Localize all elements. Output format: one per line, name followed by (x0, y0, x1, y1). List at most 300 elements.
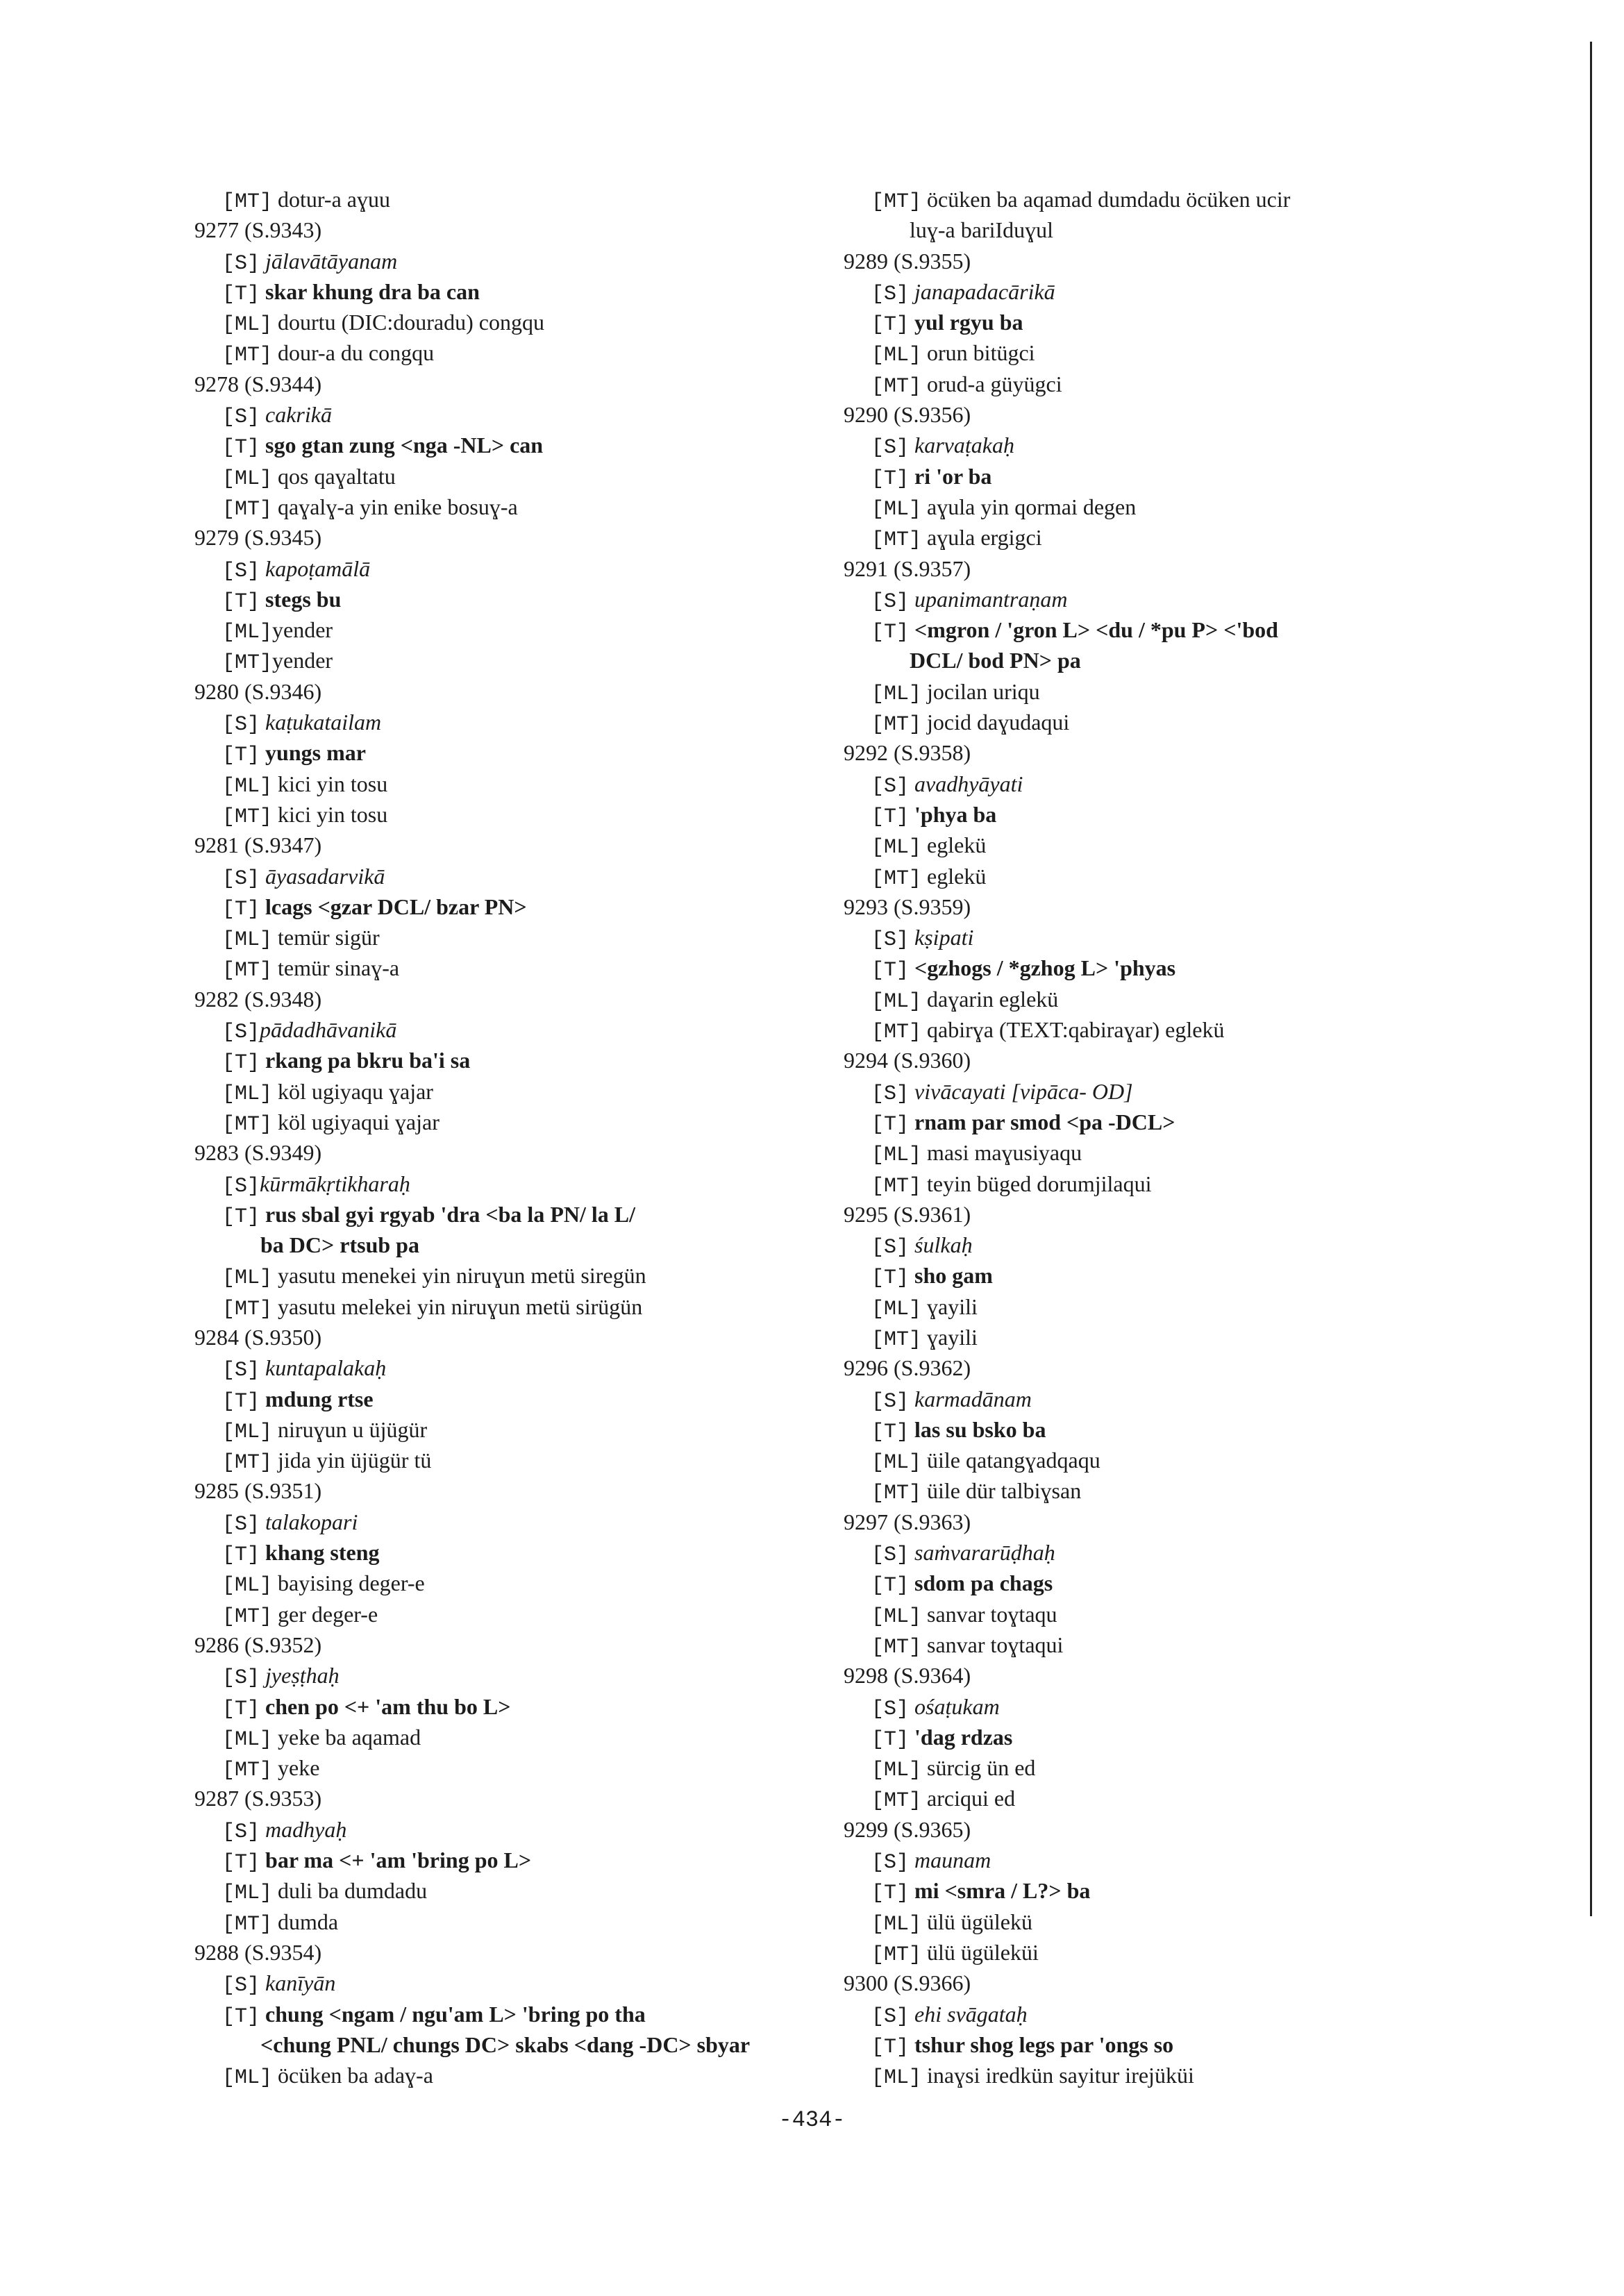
entry-field (844, 830, 1538, 860)
field-label: [T] (222, 1851, 260, 1875)
field-label: [MT] (222, 497, 273, 521)
field-label: [MT] (222, 1112, 273, 1137)
entry-field (194, 553, 889, 584)
field-value: karvaṭakaḥ (909, 433, 1014, 458)
field-label: [MT] (222, 344, 273, 368)
field-label: [MT] (222, 1451, 273, 1475)
field-value: ɣayili (921, 1293, 978, 1319)
field-value: talakopari (260, 1509, 358, 1534)
field-value: ri 'or ba (909, 463, 992, 489)
field-label: [T] (871, 1420, 910, 1444)
field-label: [MT] (871, 190, 922, 214)
entry-number: 9283 (S.9349) (194, 1140, 322, 1166)
field-label: [ML] (222, 1266, 273, 1291)
field-value: las su bsko ba (909, 1416, 1046, 1442)
field-label: [T] (871, 621, 910, 645)
entry-field (844, 799, 1538, 830)
entry-field (844, 614, 1538, 645)
entry-field (844, 1137, 1538, 1168)
field-label: [ML] (222, 1082, 273, 1106)
field-value: ülü ügülekü (921, 1909, 1032, 1934)
field-label: [MT] (871, 866, 922, 891)
field-value: yul rgyu ba (909, 310, 1023, 335)
field-label: [MT] (222, 651, 273, 676)
field-label: [T] (222, 744, 260, 768)
field-value: cakrikā (260, 402, 332, 428)
field-value: kici yin tosu (272, 801, 388, 827)
entry-field (194, 1076, 889, 1107)
entry-field (194, 1445, 889, 1475)
field-value: eglekü (921, 832, 987, 858)
entry-field (844, 1475, 1538, 1506)
field-label: [ML] (222, 2066, 273, 2090)
field-value: jocid daɣudaqui (921, 710, 1070, 735)
field-label: [T] (222, 436, 260, 460)
field-label: [MT] (871, 1789, 922, 1813)
entry-number: 9289 (S.9355) (844, 248, 971, 274)
field-label: [T] (222, 2004, 260, 2029)
entry-field (194, 799, 889, 830)
entry-field (194, 1691, 889, 1722)
field-label: [S] (871, 774, 910, 798)
entry-field (194, 1352, 889, 1383)
entry-field (194, 1291, 889, 1322)
entry-field (194, 1968, 889, 1998)
field-label: [T] (222, 282, 260, 306)
field-value: jocilan uriqu (921, 678, 1040, 704)
entry-number: 9299 (S.9365) (844, 1816, 971, 1842)
entry-field (194, 430, 889, 460)
field-value: temür sinaɣ-a (272, 955, 400, 981)
field-label: [T] (871, 1727, 910, 1752)
entry-field (194, 922, 889, 953)
entry-field (844, 369, 1538, 399)
field-value: rus sbal gyi rgyab 'dra <ba la PN/ la L/ (260, 1201, 635, 1227)
field-label: [ML] (222, 313, 273, 337)
entry-field (844, 953, 1538, 983)
field-label: [S] (871, 1236, 910, 1260)
entry-number: 9285 (S.9351) (194, 1478, 322, 1504)
field-value: ehi svāgataḥ (909, 2001, 1028, 2027)
right-column (844, 184, 1538, 2090)
entry-field (194, 769, 889, 799)
field-value: rkang pa bkru ba'i sa (260, 1048, 471, 1073)
field-label: [MT] (871, 374, 922, 399)
field-value: qos qaɣaltatu (272, 463, 396, 489)
field-value: yungs mar (260, 740, 366, 766)
field-value: pādadhāvanikā (260, 1017, 397, 1043)
field-label: [T] (871, 1882, 910, 1906)
field-label: [MT] (222, 1759, 273, 1783)
field-value: madhyaḥ (260, 1816, 347, 1842)
field-label: [S] (222, 713, 260, 737)
field-label: [T] (222, 1205, 260, 1229)
field-label: [T] (871, 1112, 910, 1137)
entry-field (194, 307, 889, 337)
entry-field (194, 953, 889, 983)
entry-field (844, 1629, 1538, 1660)
field-label: [ML] (871, 2066, 922, 2090)
field-value: avadhyāyati (909, 771, 1023, 796)
field-value: kici yin tosu (272, 771, 388, 796)
field-label: [ML] (871, 1451, 922, 1475)
entry-field (194, 1722, 889, 1752)
field-label: [ML] (871, 989, 922, 1014)
field-value: khang steng (260, 1540, 380, 1566)
field-label: [T] (871, 313, 910, 337)
entry-field (194, 891, 889, 922)
entry-field (844, 461, 1538, 492)
entry-number: 9295 (S.9361) (844, 1201, 971, 1227)
field-label: [MT] (222, 959, 273, 983)
field-label: [T] (871, 1574, 910, 1598)
entry-field (194, 1107, 889, 1137)
entry-field (844, 337, 1538, 368)
entry-field (194, 707, 889, 737)
field-label: [S] (871, 1697, 910, 1721)
entry-field (844, 584, 1538, 614)
field-label: [S] (222, 1666, 260, 1691)
entry-number: 9300 (S.9366) (844, 1970, 971, 1996)
field-value: ger deger-e (272, 1601, 378, 1627)
entry-field (844, 1722, 1538, 1752)
field-value: qaɣalɣ-a yin enike bosuɣ-a (272, 494, 518, 519)
entry-field (194, 614, 889, 645)
field-label: [S] (871, 282, 910, 306)
entry-field (844, 1384, 1538, 1414)
entry-continuation: DCL/ bod PN> pa (910, 648, 1081, 673)
entry-field (194, 1260, 889, 1291)
field-label: [S] (222, 1820, 260, 1844)
field-value: teyin büged dorumjilaqui (921, 1171, 1152, 1196)
field-value: saṁvararūḍhaḥ (909, 1540, 1055, 1566)
field-label: [T] (871, 805, 910, 829)
field-label: [ML] (871, 344, 922, 368)
field-label: [S] (222, 559, 260, 583)
field-label: [S] (871, 1543, 910, 1568)
field-value: karmadānam (909, 1386, 1032, 1411)
entry-field (194, 737, 889, 768)
field-value: chung <ngam / ngu'am L> 'bring po tha (260, 2001, 646, 2027)
entry-field (194, 276, 889, 307)
entry-field (194, 492, 889, 522)
entry-field (844, 1445, 1538, 1475)
field-label: [ML] (222, 774, 273, 798)
field-label: [MT] (871, 1021, 922, 1045)
field-label: [T] (871, 467, 910, 491)
entry-number: 9298 (S.9364) (844, 1663, 971, 1689)
field-value: stegs bu (260, 586, 342, 612)
field-label: [S] (871, 1082, 910, 1106)
field-value: sanvar toɣtaqu (921, 1601, 1057, 1627)
field-value: lcags <gzar DCL/ bzar PN> (260, 894, 527, 919)
field-value: inaɣsi iredkün sayitur irejüküi (921, 2063, 1194, 2088)
field-value: vivācayati [vipāca- OD] (909, 1078, 1133, 1104)
field-value: kaṭukatailam (260, 710, 382, 735)
entry-field (194, 1507, 889, 1537)
entry-field (844, 1568, 1538, 1598)
field-value: orun bitügci (921, 340, 1035, 366)
field-value: ülü ügüleküi (921, 1939, 1039, 1965)
entry-field (844, 1168, 1538, 1199)
field-value: yender (272, 648, 333, 673)
entry-field (844, 984, 1538, 1014)
entry-field (194, 184, 889, 215)
entry-number: 9291 (S.9357) (844, 555, 971, 581)
field-label: [S] (871, 1389, 910, 1414)
field-value: temür sigür (272, 925, 380, 950)
field-label: [ML] (871, 682, 922, 706)
entry-field (844, 1230, 1538, 1260)
field-label: [S] (222, 1512, 260, 1536)
field-label: [ML] (871, 497, 922, 521)
field-value: yasutu melekei yin niruɣun metü sirügün (272, 1293, 643, 1319)
entry-continuation: luɣ-a bariIduɣul (910, 217, 1054, 243)
entry-field (844, 1322, 1538, 1352)
field-value: jyeṣṭhaḥ (260, 1663, 340, 1689)
field-label: [MT] (871, 1635, 922, 1659)
entry-field (194, 2060, 889, 2090)
field-value: <gzhogs / *gzhog L> 'phyas (909, 955, 1176, 981)
entry-field (844, 1783, 1538, 1813)
entry-field (194, 399, 889, 430)
field-value: üile qatangɣadqaqu (921, 1448, 1100, 1473)
field-label: [T] (222, 897, 260, 921)
entry-number: 9297 (S.9363) (844, 1509, 971, 1534)
entry-field (844, 1291, 1538, 1322)
entry-field (844, 1752, 1538, 1783)
entry-field (194, 584, 889, 614)
field-label: [MT] (871, 1482, 922, 1506)
entry-number: 9281 (S.9347) (194, 832, 322, 858)
field-value: kṣipati (909, 925, 974, 950)
field-label: [ML] (871, 836, 922, 860)
field-value: daɣarin eglekü (921, 986, 1059, 1012)
entry-field (844, 276, 1538, 307)
entry-number: 9290 (S.9356) (844, 402, 971, 428)
field-value: jida yin üjügür tü (272, 1448, 432, 1473)
field-value: eglekü (921, 863, 987, 889)
entry-field (194, 337, 889, 368)
field-label: [S] (222, 866, 260, 891)
field-value: <mgron / 'gron L> <du / *pu P> <'bod (909, 617, 1278, 643)
entry-field (194, 1568, 889, 1598)
entry-field (194, 461, 889, 492)
entry-continuation: ba DC> rtsub pa (260, 1232, 419, 1258)
field-label: [T] (222, 1051, 260, 1075)
field-label: [ML] (222, 928, 273, 953)
field-label: [MT] (871, 713, 922, 737)
field-value: üile dür talbiɣsan (921, 1478, 1082, 1504)
entry-field (194, 645, 889, 676)
field-label: [S] (222, 1174, 260, 1198)
field-label: [S] (871, 1851, 910, 1875)
entry-continuation: <chung PNL/ chungs DC> skabs <dang -DC> sbyar (260, 2031, 751, 2057)
entry-field (194, 1752, 889, 1783)
page-edge-rule (1590, 42, 1592, 1916)
field-value: kanīyān (260, 1970, 336, 1996)
field-value: sürcig ün ed (921, 1755, 1036, 1781)
entry-field (194, 1599, 889, 1629)
entry-number: 9296 (S.9362) (844, 1355, 971, 1381)
entry-number: 9294 (S.9360) (844, 1048, 971, 1073)
field-value: orud-a güyügci (921, 371, 1062, 396)
field-value: skar khung dra ba can (260, 278, 480, 304)
field-value: 'phya ba (909, 801, 997, 827)
entry-field (844, 1260, 1538, 1291)
entry-field (844, 1845, 1538, 1875)
entry-field (844, 769, 1538, 799)
entry-field (194, 1845, 889, 1875)
field-value: tshur shog legs par 'ongs so (909, 2031, 1174, 2057)
field-label: [MT] (871, 1174, 922, 1198)
field-value: köl ugiyaqui ɣajar (272, 1109, 440, 1134)
entry-field (844, 1907, 1538, 1937)
field-value: dour-a du congqu (272, 340, 435, 366)
entry-field (844, 1937, 1538, 1968)
entry-field (194, 1199, 889, 1230)
entry-field (844, 1875, 1538, 1906)
field-label: [T] (222, 1697, 260, 1721)
field-label: [T] (871, 2035, 910, 2059)
field-value: jālavātāyanam (260, 248, 398, 274)
field-label: [MT] (871, 1943, 922, 1967)
entry-field (844, 1107, 1538, 1137)
field-label: [S] (222, 1974, 260, 1998)
left-column (194, 184, 889, 2090)
field-value: mi <smra / L?> ba (909, 1878, 1091, 1904)
field-label: [S] (871, 928, 910, 953)
field-label: [T] (222, 1389, 260, 1414)
entry-field (844, 2060, 1538, 2090)
entry-number: 9287 (S.9353) (194, 1786, 322, 1811)
field-value: yender (272, 617, 333, 643)
field-value: dotur-a aɣuu (272, 187, 390, 212)
field-label: [MT] (871, 1327, 922, 1352)
entry-number: 9293 (S.9359) (844, 894, 971, 919)
field-label: [S] (222, 1359, 260, 1383)
field-value: āyasadarvikā (260, 863, 385, 889)
field-value: mdung rtse (260, 1386, 374, 1411)
field-value: kūrmākṛtikharaḥ (260, 1171, 410, 1196)
field-value: rnam par smod <pa -DCL> (909, 1109, 1175, 1134)
entry-number: 9286 (S.9352) (194, 1632, 322, 1657)
entry-field (844, 1014, 1538, 1045)
field-value: sanvar toɣtaqui (921, 1632, 1064, 1657)
field-label: [S] (222, 251, 260, 276)
entry-field (844, 2029, 1538, 2060)
entry-field (194, 1168, 889, 1199)
field-label: [ML] (871, 1759, 922, 1783)
field-value: aɣula yin qormai degen (921, 494, 1137, 519)
field-value: bayising deger-e (272, 1570, 425, 1596)
field-value: yeke (272, 1755, 320, 1781)
entry-field (844, 707, 1538, 737)
field-label: [ML] (222, 467, 273, 491)
field-label: [S] (871, 2004, 910, 2029)
entry-field (844, 1076, 1538, 1107)
field-value: ośaṭukam (909, 1693, 1000, 1719)
entry-field (194, 1907, 889, 1937)
field-value: yasutu menekei yin niruɣun metü siregün (272, 1263, 646, 1289)
entry-field (844, 1691, 1538, 1722)
field-label: [S] (222, 405, 260, 430)
field-value: kuntapalakaḥ (260, 1355, 387, 1381)
field-value: öcüken ba adaɣ-a (272, 2063, 433, 2088)
field-label: [ML] (222, 1420, 273, 1444)
field-label: [MT] (222, 1297, 273, 1321)
entry-field (844, 184, 1538, 215)
entry-number: 9277 (S.9343) (194, 217, 322, 243)
field-value: maunam (909, 1847, 991, 1873)
field-value: 'dag rdzas (909, 1724, 1013, 1750)
entry-field (844, 307, 1538, 337)
field-value: śulkaḥ (909, 1232, 973, 1258)
field-value: dourtu (DIC:douradu) congqu (272, 310, 544, 335)
entry-field (194, 1537, 889, 1568)
entry-field (844, 1599, 1538, 1629)
entry-field (194, 246, 889, 276)
field-value: ɣayili (921, 1324, 978, 1350)
field-value: yeke ba aqamad (272, 1724, 421, 1750)
entry-field (194, 1814, 889, 1845)
field-value: duli ba dumdadu (272, 1878, 428, 1904)
entry-number: 9292 (S.9358) (844, 740, 971, 766)
field-value: sho gam (909, 1263, 993, 1289)
field-label: [ML] (871, 1143, 922, 1168)
entry-field (844, 1414, 1538, 1445)
entry-field (844, 676, 1538, 707)
entry-field (844, 1537, 1538, 1568)
field-value: bar ma <+ 'am 'bring po L> (260, 1847, 532, 1873)
field-value: masi maɣusiyaqu (921, 1140, 1082, 1166)
entry-field (844, 522, 1538, 553)
field-value: sgo gtan zung <nga -NL> can (260, 433, 544, 458)
field-label: [ML] (871, 1912, 922, 1936)
entry-field (194, 1384, 889, 1414)
field-value: arciqui ed (921, 1786, 1016, 1811)
entry-number: 9280 (S.9346) (194, 678, 322, 704)
field-label: [T] (871, 1266, 910, 1291)
entry-field (194, 1014, 889, 1045)
field-value: öcüken ba aqamad dumdadu öcüken ucir (921, 187, 1291, 212)
field-label: [ML] (871, 1297, 922, 1321)
field-label: [S] (871, 436, 910, 460)
field-label: [MT] (222, 190, 273, 214)
entry-field (844, 1999, 1538, 2029)
field-label: [MT] (222, 805, 273, 829)
field-label: [ML] (871, 1604, 922, 1629)
field-label: [MT] (222, 1912, 273, 1936)
entry-field (194, 1660, 889, 1691)
entry-number: 9284 (S.9350) (194, 1324, 322, 1350)
field-label: [S] (222, 1021, 260, 1045)
field-label: [ML] (222, 1882, 273, 1906)
entry-number: 9279 (S.9345) (194, 525, 322, 551)
field-label: [MT] (222, 1604, 273, 1629)
page-number: -434- (778, 2107, 846, 2133)
field-value: sdom pa chags (909, 1570, 1053, 1596)
entry-field (844, 861, 1538, 891)
entry-field (844, 922, 1538, 953)
entry-field (194, 1414, 889, 1445)
field-label: [T] (222, 1543, 260, 1568)
field-value: niruɣun u üjügür (272, 1416, 428, 1442)
field-label: [ML] (222, 1574, 273, 1598)
entry-field (844, 492, 1538, 522)
entry-field (844, 430, 1538, 460)
field-value: aɣula ergigci (921, 525, 1042, 551)
